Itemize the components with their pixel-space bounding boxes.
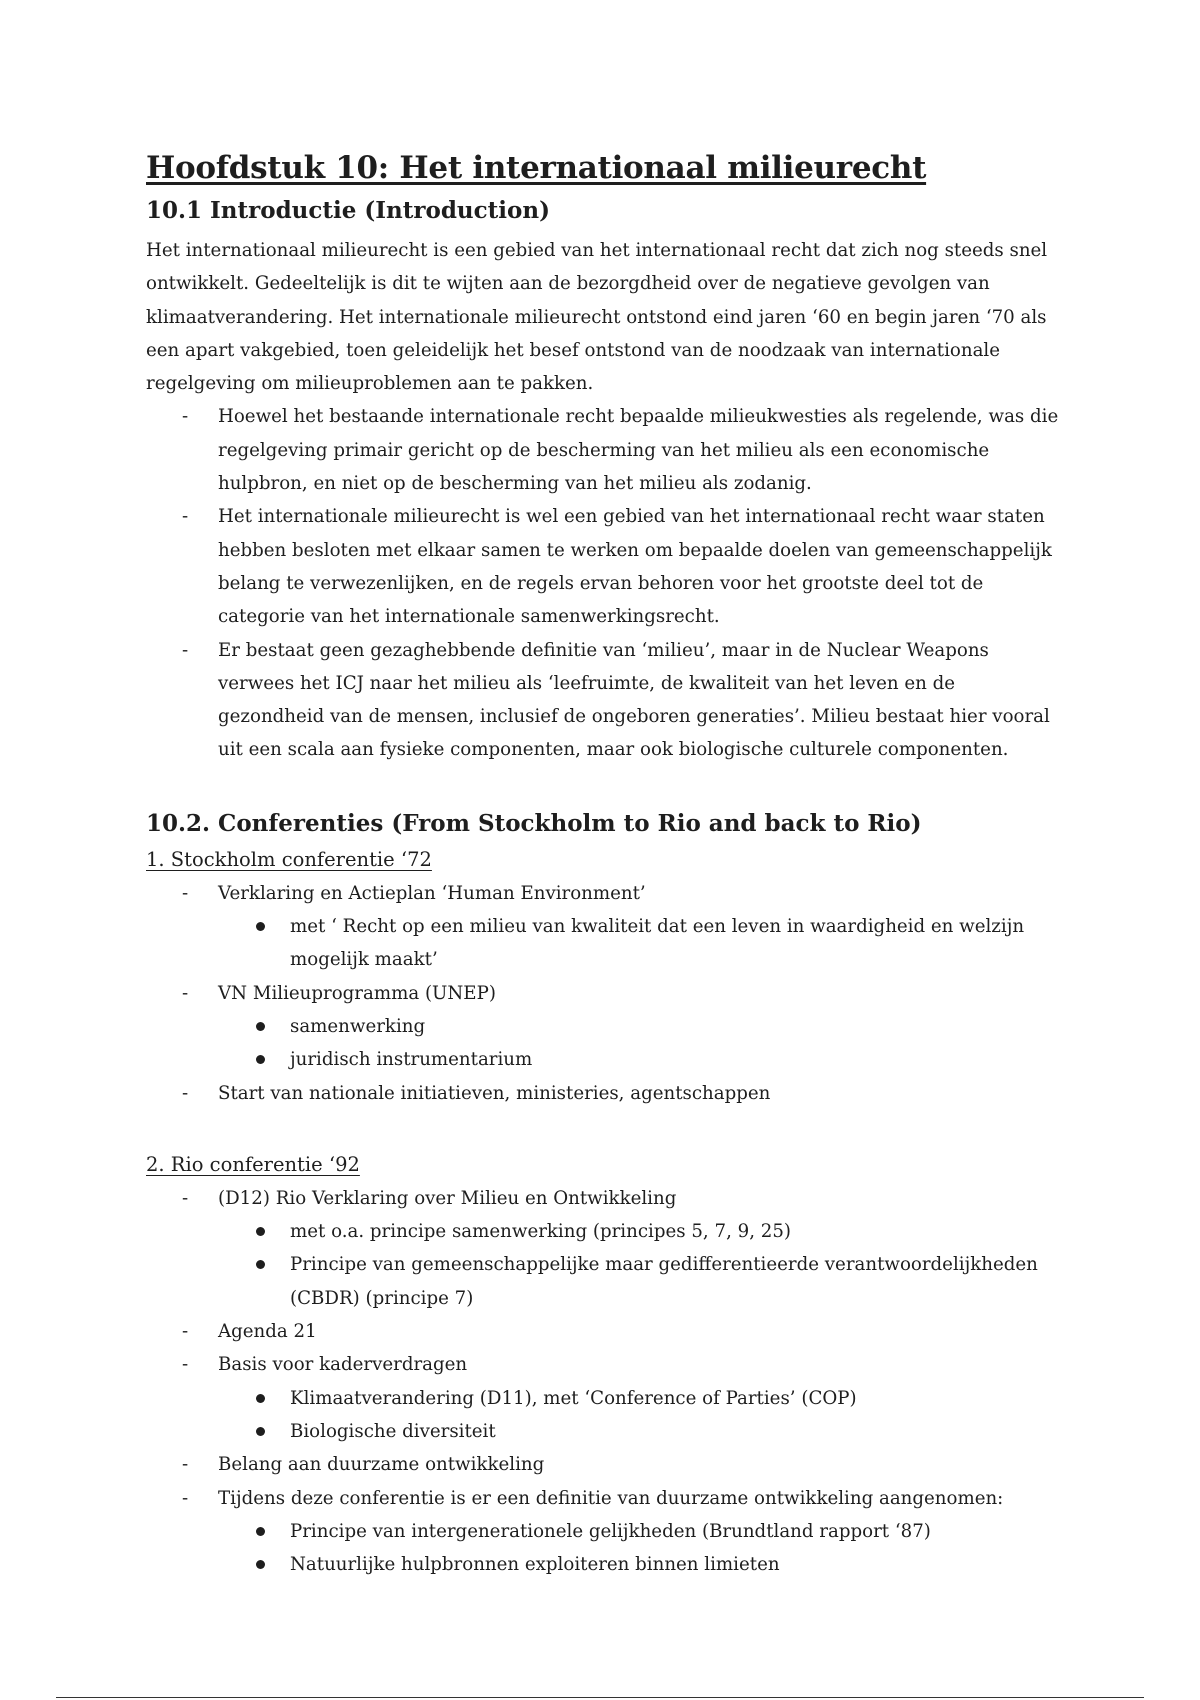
sub-list [218, 1515, 1066, 1582]
list-item-text: Basis voor kaderverdragen [218, 1354, 468, 1376]
bullet-dot-icon [256, 1560, 265, 1569]
sub-list-item [218, 1215, 1066, 1248]
sub-list-item [218, 1382, 1066, 1415]
dash-marker: - [182, 1082, 189, 1104]
bullet-dot-icon [256, 1055, 265, 1064]
sub-list [218, 1382, 1066, 1449]
list-item [146, 1448, 1066, 1481]
sub-list-item-text: Principe van intergenerationele gelijkheden (Brundtland rapport ‘87) [290, 1520, 931, 1542]
bullet-dot-icon [256, 1527, 265, 1536]
sub-list-item [218, 910, 1066, 977]
sub-list [218, 1010, 1066, 1077]
dash-marker: - [182, 406, 189, 428]
intro-paragraph: Het internationaal milieurecht is een gebied van het internationaal recht dat zich nog steeds snel ontwikkelt. Gedeeltelijk is dit te wijten aan de bezorgdheid over de negatieve gevolgen van klimaatverandering. Het internationale milieurecht ontstond eind jaren ‘60 en begin jaren ‘70 als een apart vakgebied, toen geleidelijk het besef ontstond van de noodzaak van internationale regelgeving om milieuproblemen aan te pakken. [146, 240, 1048, 395]
list-item [146, 877, 1066, 977]
list-item [146, 1315, 1066, 1348]
intro-bullet-list [146, 400, 1066, 766]
list-item [146, 1077, 1066, 1110]
list-item [146, 1348, 1066, 1448]
subheading-stockholm: 1. Stockholm conferentie ‘72 [146, 847, 432, 871]
dash-marker: - [182, 1487, 189, 1509]
rio-list [146, 1182, 1066, 1582]
sub-list [218, 910, 1066, 977]
dash-marker: - [182, 1321, 189, 1343]
dash-marker: - [182, 1354, 189, 1376]
sub-list-item-text: met o.a. principe samenwerking (principes 5, 7, 9, 25) [290, 1221, 791, 1243]
sub-list-item-text: Klimaatverandering (D11), met ‘Conference of Parties’ (COP) [290, 1387, 857, 1409]
page-content [146, 148, 1066, 1581]
list-item-text: Start van nationale initiatieven, ministeries, agentschappen [218, 1082, 771, 1104]
sub-list-item [218, 1010, 1066, 1043]
bullet-dot-icon [256, 1227, 265, 1236]
dash-marker: - [182, 1454, 189, 1476]
dash-marker: - [182, 639, 189, 661]
list-item-text: VN Milieuprogramma (UNEP) [218, 982, 496, 1004]
dash-marker: - [182, 506, 189, 528]
list-item [146, 977, 1066, 1077]
sub-list-item-text: Principe van gemeenschappelijke maar gedifferentieerde verantwoordelijkheden (CBDR) (principe 7) [290, 1254, 1038, 1309]
sub-list-item-text: Biologische diversiteit [290, 1420, 496, 1442]
sub-list [218, 1215, 1066, 1315]
section-heading-conferenties: 10.2. Conferenties (From Stockholm to Rio and back to Rio) [146, 809, 922, 837]
sub-list-item [218, 1548, 1066, 1581]
subheading-rio: 2. Rio conferentie ‘92 [146, 1152, 360, 1176]
section-heading-introductie: 10.1 Introductie (Introduction) [146, 197, 550, 224]
list-item [146, 400, 1066, 500]
sub-list-item [218, 1515, 1066, 1548]
bullet-dot-icon [256, 1022, 265, 1031]
stockholm-list [146, 877, 1066, 1110]
chapter-title: Hoofdstuk 10: Het internationaal milieurecht [146, 150, 927, 186]
list-item-text: Tijdens deze conferentie is er een definitie van duurzame ontwikkeling aangenomen: [218, 1487, 1004, 1509]
sub-list-item [218, 1415, 1066, 1448]
list-item-text: Verklaring en Actieplan ‘Human Environment’ [218, 882, 646, 904]
dash-marker: - [182, 982, 189, 1004]
dash-marker: - [182, 882, 189, 904]
list-item-text: Er bestaat geen gezaghebbende definitie van ‘milieu’, maar in de Nuclear Weapons verwees het ICJ naar het milieu als ‘leefruimte, de kwaliteit van het leven en de gezondheid van de mensen, inclusief de ongeboren generaties’. Milieu bestaat hier vooral uit een scala aan fysieke componenten, maar ook biologische culturele componenten. [218, 639, 1050, 761]
sub-list-item-text: met ‘ Recht op een milieu van kwaliteit dat een leven in waardigheid en welzijn mogelijk maakt’ [290, 916, 1025, 971]
sub-list-item-text: Natuurlijke hulpbronnen exploiteren binnen limieten [290, 1554, 780, 1576]
list-item [146, 634, 1066, 767]
list-item [146, 1182, 1066, 1315]
list-item-text: (D12) Rio Verklaring over Milieu en Ontwikkeling [218, 1187, 677, 1209]
list-item-text: Het internationale milieurecht is wel een gebied van het internationaal recht waar staten hebben besloten met elkaar samen te werken om bepaalde doelen van gemeenschappelijk belang te verwezenlijken, en de regels ervan behoren voor het grootste deel tot de categorie van het internationale samenwerkingsrecht. [218, 506, 1052, 628]
sub-list-item-text: samenwerking [290, 1015, 426, 1037]
list-item-text: Agenda 21 [218, 1321, 317, 1343]
bullet-dot-icon [256, 1427, 265, 1436]
sub-list-item-text: juridisch instrumentarium [290, 1049, 533, 1071]
list-item-text: Belang aan duurzame ontwikkeling [218, 1454, 545, 1476]
sub-list-item [218, 1248, 1066, 1315]
list-item-text: Hoewel het bestaande internationale recht bepaalde milieukwesties als regelende, was die regelgeving primair gericht op de bescherming van het milieu als een economische hulpbron, en niet op de bescherming van het milieu als zodanig. [218, 406, 1059, 495]
list-item [146, 1482, 1066, 1582]
bullet-dot-icon [256, 922, 265, 931]
bullet-dot-icon [256, 1260, 265, 1269]
list-item [146, 500, 1066, 633]
dash-marker: - [182, 1187, 189, 1209]
bullet-dot-icon [256, 1394, 265, 1403]
sub-list-item [218, 1043, 1066, 1076]
footer-divider [56, 1697, 1144, 1698]
